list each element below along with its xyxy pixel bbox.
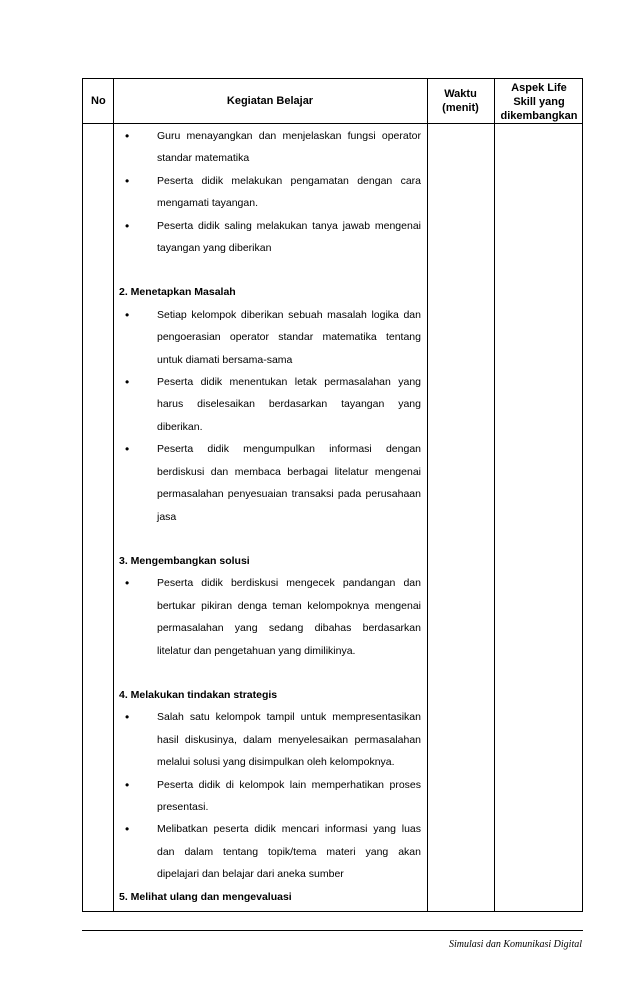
section-tindakan-strategis [119, 684, 421, 886]
col-divider-waktu [494, 79, 495, 911]
col-divider-no [113, 79, 114, 911]
header-waktu [427, 87, 494, 115]
col-divider-kegiatan [427, 79, 428, 911]
header-aspek [494, 81, 584, 123]
header-no: No [91, 95, 106, 107]
section-title: 2. Menetapkan Masalah [119, 286, 236, 299]
header-aspek-line1: Aspek Life [511, 82, 567, 94]
section-title: 5. Melihat ulang dan mengevaluasi [119, 890, 292, 903]
bullet-item: • Setiap kelompok diberikan sebuah masalah logika dan pengoerasian operator standar matematika tentang untuk diamati bersama-sama [119, 304, 421, 371]
intro-bullet-list [119, 125, 421, 259]
bullet-item: • Salah satu kelompok tampil untuk mempresentasikan hasil diskusinya, dalam menyelesaikan permasalahan melalui solusi yang disimpulkan oleh kelompoknya. [119, 706, 421, 773]
bullet-item: • Peserta didik menentukan letak permasalahan yang harus diselesaikan berdasarkan tayangan yang diberikan. [119, 371, 421, 438]
footer-divider [82, 930, 583, 931]
header-aspek-line3: dikembangkan [500, 110, 578, 122]
bullet-list [119, 706, 421, 885]
bullet-item: • Peserta didik melakukan pengamatan dengan cara mengamati tayangan. [119, 170, 421, 215]
bullet-item: • Guru menayangkan dan menjelaskan fungsi operator standar matematika [119, 125, 421, 170]
section-menetapkan-masalah [119, 281, 421, 527]
bullet-item: • Peserta didik berdiskusi mengecek pandangan dan bertukar pikiran denga teman kelompoknya mengenai permasalahan yang sedang dibahas berdasarkan litelatur dan pengetahuan yang dimilikinya. [119, 572, 421, 662]
kegiatan-content [119, 125, 421, 908]
lesson-table [82, 78, 583, 912]
bullet-list [119, 304, 421, 528]
bullet-item: • Melibatkan peserta didik mencari informasi yang luas dan dalam tentang topik/tema materi yang akan dipelajari dan belajar dari aneka sumber [119, 818, 421, 885]
page-footer: Simulasi dan Komunikasi Digital [448, 939, 582, 950]
header-waktu-line2: (menit) [442, 102, 479, 114]
section-melihat-ulang [119, 886, 421, 908]
header-kegiatan: Kegiatan Belajar [226, 95, 314, 107]
header-waktu-line1: Waktu [444, 88, 477, 100]
bullet-item: • Peserta didik saling melakukan tanya jawab mengenai tayangan yang diberikan [119, 215, 421, 260]
bullet-item: • Peserta didik di kelompok lain memperhatikan proses presentasi. [119, 774, 421, 819]
bullet-list [119, 572, 421, 662]
bullet-item: • Peserta didik mengumpulkan informasi dengan berdiskusi dan membaca berbagai litelatur mengenai permasalahan penyesuaian transaksi pada perusahaan jasa [119, 438, 421, 528]
section-title: 4. Melakukan tindakan strategis [119, 688, 278, 701]
section-mengembangkan-solusi [119, 550, 421, 662]
header-aspek-line2: Skill yang [513, 96, 565, 108]
section-title: 3. Mengembangkan solusi [119, 554, 250, 567]
header-divider [83, 123, 582, 124]
